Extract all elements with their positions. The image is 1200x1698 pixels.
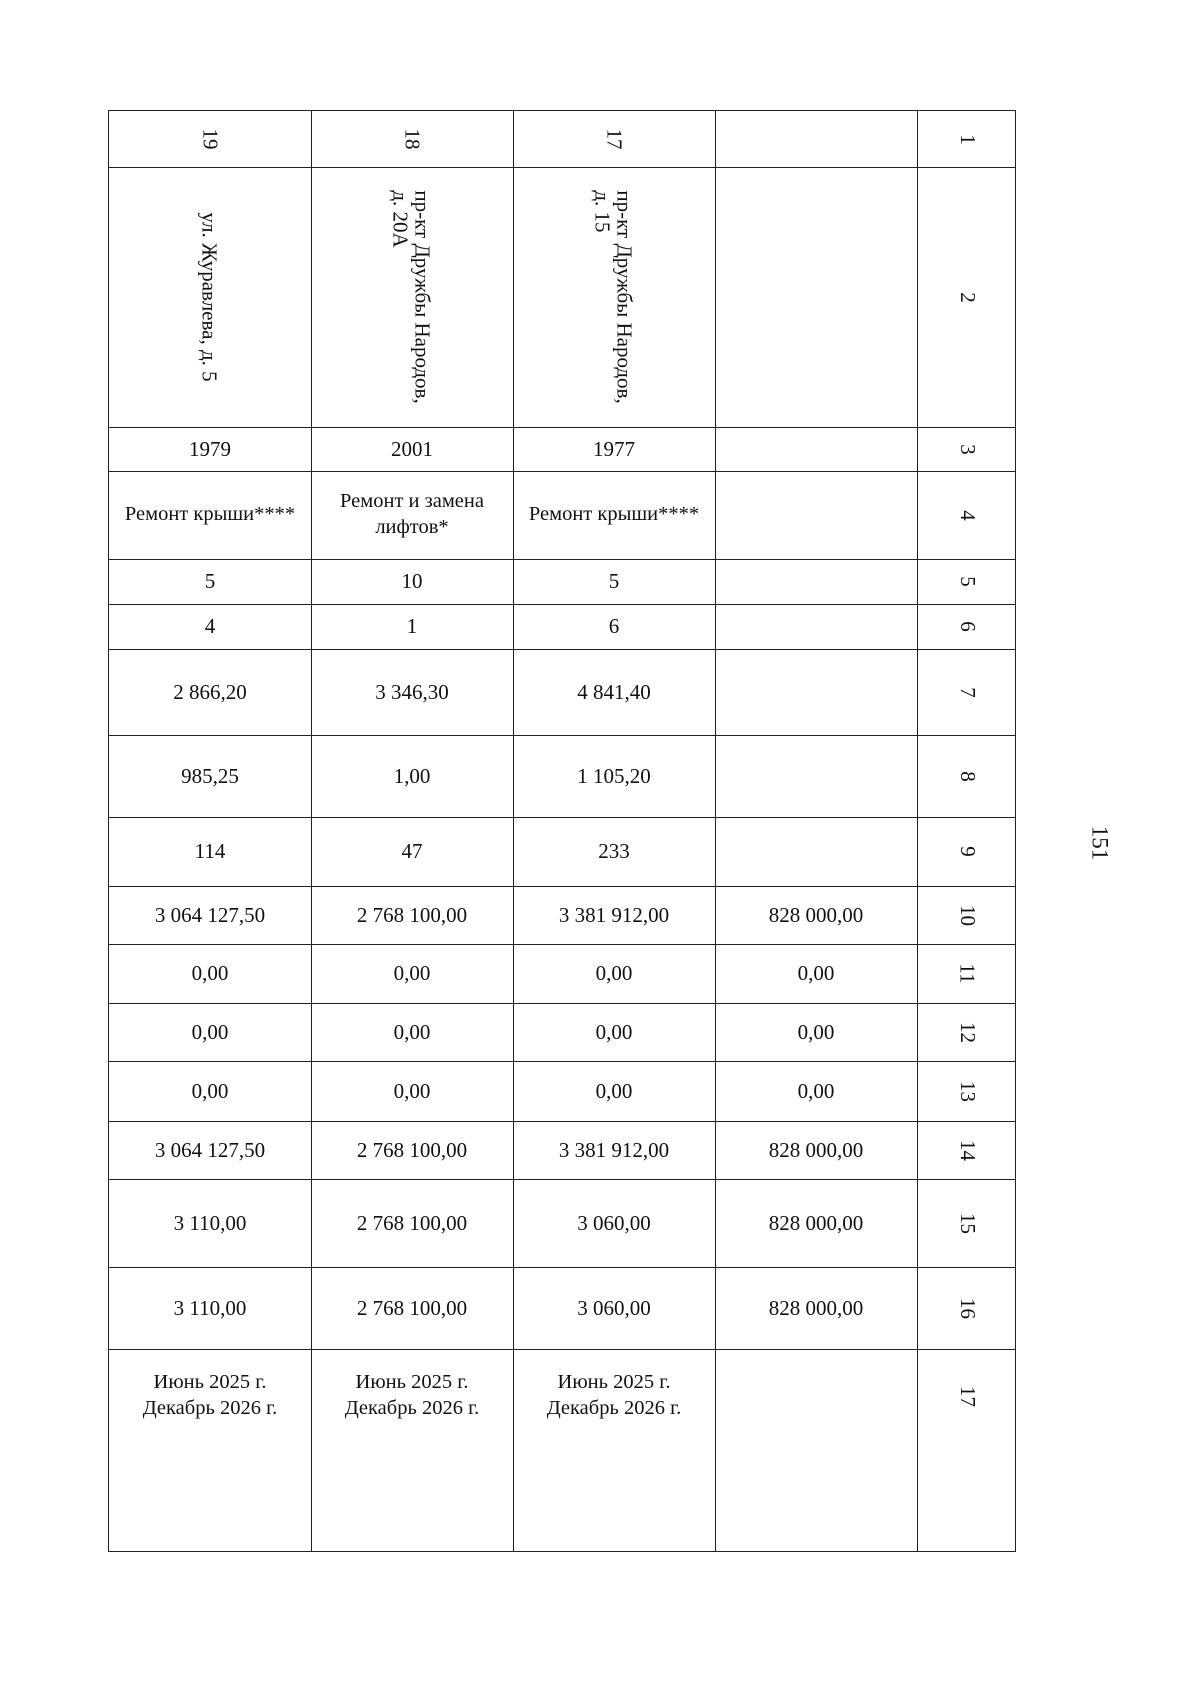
value-cell: 0,00: [191, 961, 229, 986]
column-number-label: 15: [955, 1212, 980, 1234]
year-cell: 2001: [391, 436, 433, 461]
column-number-label: 5: [955, 576, 980, 587]
column-number: [917, 427, 1017, 471]
address-line: пр-кт Дружбы Народов,: [411, 190, 436, 404]
value-cell: 2 768 100,00: [356, 902, 468, 927]
column-number-label: 3: [955, 443, 980, 455]
column-number: [917, 1003, 1017, 1061]
value-cell: 1 105,20: [577, 763, 651, 788]
column-number: [917, 886, 1017, 944]
value-cell: 0,00: [191, 1078, 229, 1103]
value-cell: 6: [608, 614, 620, 639]
column-number-label: 10: [955, 904, 980, 926]
value-cell: 3 110,00: [173, 1210, 247, 1235]
column-number-label: 1: [955, 133, 980, 145]
value-cell: 4: [204, 614, 216, 639]
column-number-label: 13: [955, 1080, 980, 1102]
value-cell: 2 768 100,00: [356, 1210, 468, 1235]
column-number-label: 7: [955, 686, 980, 698]
value-cell: 3 110,00: [173, 1295, 247, 1320]
period-end: Декабрь 2026 г.: [142, 1397, 278, 1419]
value-cell: 828 000,00: [768, 1210, 864, 1235]
value-cell: 47: [401, 839, 423, 864]
column-number-label: 6: [955, 621, 980, 632]
row-index: 18: [400, 128, 425, 150]
address-line: ул. Журавлева, д. 5: [198, 212, 223, 382]
value-cell: [715, 735, 917, 817]
address-text: [199, 212, 221, 381]
value-cell: 828 000,00: [768, 902, 864, 927]
value-cell: 10: [401, 569, 423, 594]
value-cell: 3 381 912,00: [558, 902, 670, 927]
data-table: [108, 110, 1016, 1552]
work-type-cell: Ремонт и замена лифтов*: [340, 490, 484, 538]
address-line: д. 20А: [389, 190, 413, 248]
value-cell: 5: [608, 569, 620, 594]
value-cell: 0,00: [393, 961, 431, 986]
value-cell: 1,00: [393, 763, 431, 788]
row-index-cell: [513, 111, 715, 167]
value-cell: 1: [406, 614, 418, 639]
year-cell: [715, 427, 917, 471]
value-cell: 0,00: [393, 1078, 431, 1103]
column-number: [917, 944, 1017, 1003]
column-number: [917, 1267, 1017, 1349]
value-cell: [715, 817, 917, 886]
value-cell: 0,00: [595, 1019, 633, 1044]
row-index-cell: [715, 111, 917, 167]
column-number-label: 16: [955, 1297, 980, 1319]
value-cell: 0,00: [191, 1019, 229, 1044]
value-cell: 0,00: [595, 961, 633, 986]
period-cell: [513, 1349, 715, 1443]
address-cell: [513, 167, 715, 427]
period-cell: [311, 1349, 513, 1443]
value-cell: 3 381 912,00: [558, 1137, 670, 1162]
address-line: пр-кт Дружбы Народов,: [613, 190, 638, 404]
value-cell: 985,25: [181, 763, 239, 788]
period-start: Июнь 2025 г.: [153, 1371, 267, 1394]
column-number-label: 4: [955, 509, 980, 521]
address-cell: [311, 167, 513, 427]
column-number: [917, 1121, 1017, 1179]
column-number: [917, 604, 1017, 649]
period-cell: [109, 1349, 311, 1443]
period-end: Декабрь 2026 г.: [546, 1397, 682, 1419]
value-cell: 0,00: [797, 961, 835, 986]
column-number: [917, 559, 1017, 604]
row-index-cell: [109, 111, 311, 167]
value-cell: [715, 649, 917, 735]
value-cell: 5: [204, 569, 216, 594]
value-cell: 3 346,30: [375, 679, 449, 704]
address-line: д. 15: [591, 190, 615, 233]
value-cell: 114: [194, 839, 226, 864]
address-text: [390, 190, 434, 403]
address-cell: [109, 167, 311, 427]
column-number-label: 2: [955, 291, 980, 303]
work-type-cell: Ремонт крыши****: [124, 503, 296, 526]
value-cell: 3 060,00: [577, 1210, 651, 1235]
row-index: 17: [602, 128, 627, 150]
value-cell: 4 841,40: [577, 679, 651, 704]
row-index-cell: [311, 111, 513, 167]
work-type-cell: Ремонт крыши****: [528, 503, 700, 526]
column-number: [917, 167, 1017, 427]
column-number: [917, 111, 1017, 167]
row-index: 19: [198, 128, 223, 150]
column-number-label: 9: [955, 846, 980, 857]
value-cell: 2 866,20: [173, 679, 247, 704]
column-number-label: 11: [955, 963, 980, 984]
period-end: Декабрь 2026 г.: [344, 1397, 480, 1419]
address-text: [592, 190, 636, 403]
column-number: [917, 1349, 1017, 1443]
value-cell: [715, 604, 917, 649]
value-cell: 0,00: [595, 1078, 633, 1103]
value-cell: 2 768 100,00: [356, 1295, 468, 1320]
column-number-label: 8: [955, 770, 980, 782]
column-number-label: 12: [955, 1021, 980, 1043]
value-cell: 2 768 100,00: [356, 1137, 468, 1162]
value-cell: 0,00: [393, 1019, 431, 1044]
column-number: [917, 649, 1017, 735]
value-cell: 828 000,00: [768, 1137, 864, 1162]
column-number-label: 14: [955, 1139, 980, 1161]
value-cell: [715, 559, 917, 604]
period-start: Июнь 2025 г.: [557, 1371, 671, 1394]
value-cell: 3 060,00: [577, 1295, 651, 1320]
value-cell: 0,00: [797, 1019, 835, 1044]
value-cell: 3 064 127,50: [154, 902, 266, 927]
value-cell: 3 064 127,50: [154, 1137, 266, 1162]
column-number: [917, 471, 1017, 559]
column-number: [917, 1179, 1017, 1267]
column-number: [917, 817, 1017, 886]
column-number: [917, 1061, 1017, 1121]
column-number: [917, 735, 1017, 817]
page-number: 151: [1087, 825, 1113, 861]
value-cell: 0,00: [797, 1078, 835, 1103]
column-number-label: 17: [955, 1385, 980, 1407]
value-cell: 233: [598, 839, 630, 864]
period-cell: [715, 1349, 917, 1443]
period-start: Июнь 2025 г.: [355, 1371, 469, 1394]
value-cell: 828 000,00: [768, 1295, 864, 1320]
year-cell: 1979: [189, 436, 231, 461]
year-cell: 1977: [593, 436, 635, 461]
work-type-cell: [715, 471, 917, 559]
address-cell: [715, 167, 917, 427]
